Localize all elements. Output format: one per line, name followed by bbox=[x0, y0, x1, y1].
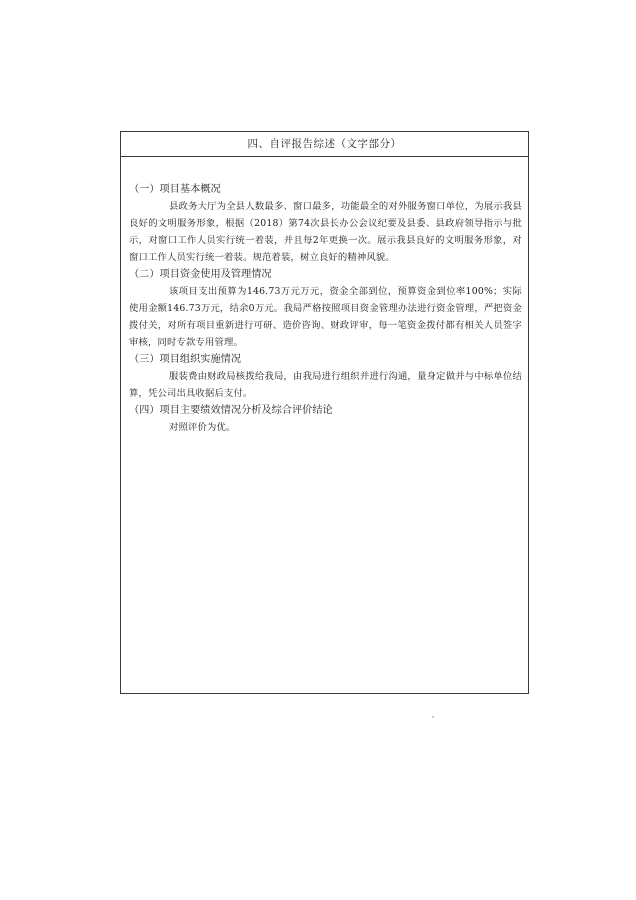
scan-speck bbox=[432, 716, 434, 718]
section-body: 县政务大厅为全县人数最多、窗口最多，功能最全的对外服务窗口单位，为展示我县良好的文明服务形象，根据（2018）第74次县长办公会议纪要及县委、县政府领导指示与批示，对窗口工作人员实行统一着装，并且每2年更换一次。展示我县良好的文明服务形象，对窗口工作人员实行统一着装。规范着装，树立良好的精神风貌。 bbox=[129, 201, 522, 263]
section-body: 对照评价为优。 bbox=[169, 422, 236, 433]
section-heading: （四）项目主要绩效情况分析及综合评价结论 bbox=[129, 405, 333, 416]
report-summary-title: 四、自评报告综述（文字部分） bbox=[121, 132, 528, 157]
section-body: 服装费由财政局核拨给我局，由我局进行组织并进行沟通，量身定做并与中标单位结算，凭公司出具收据后支付。 bbox=[129, 371, 522, 399]
section-fund-usage bbox=[129, 266, 522, 351]
section-heading: （一）项目基本概况 bbox=[129, 184, 221, 195]
section-performance-conclusion bbox=[129, 402, 522, 436]
section-project-overview bbox=[129, 181, 522, 266]
section-heading: （三）项目组织实施情况 bbox=[129, 354, 242, 365]
report-summary-content bbox=[129, 181, 522, 436]
report-summary-box bbox=[120, 131, 529, 694]
section-body: 该项目支出预算为146.73万元万元，资金全部到位，预算资金到位率100%；实际使用金额146.73万元，结余0万元。我局严格按照项目资金管理办法进行资金管理，严把资金拨付关，对所有项目重新进行可研、造价咨询、财政评审，每一笔资金拨付都有相关人员签字审核，同时专款专用管理。 bbox=[129, 286, 522, 348]
section-implementation bbox=[129, 351, 522, 402]
section-heading: （二）项目资金使用及管理情况 bbox=[129, 269, 272, 280]
